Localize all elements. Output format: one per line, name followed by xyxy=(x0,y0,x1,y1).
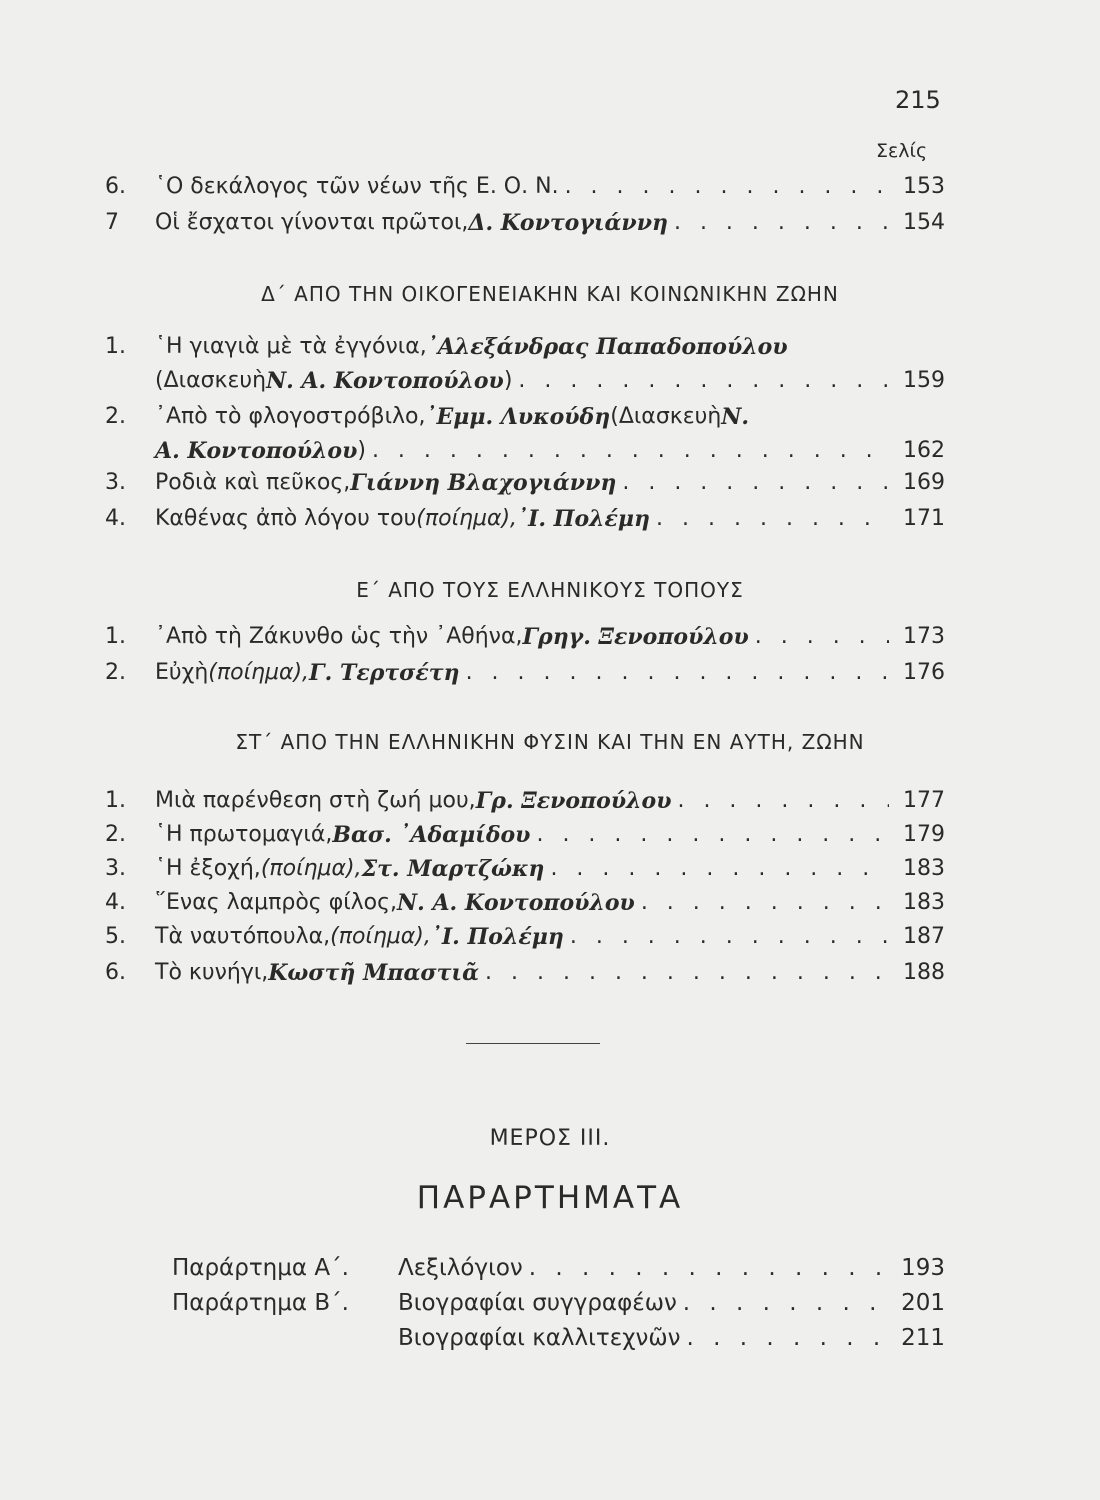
entry-author: Κωστῆ Μπαστιᾶ xyxy=(268,960,480,986)
appendices-title: ΠΑΡΑΡΤΗΜΑΤΑ xyxy=(416,1180,684,1216)
entry-title: Μιὰ παρένθεση στὴ ζωή μου, xyxy=(155,788,476,813)
entry-author: ᾿Ι. Πολέμη xyxy=(517,506,651,532)
toc-entry-continuation xyxy=(155,434,945,468)
entry-title: ῾Η πρωτομαγιά, xyxy=(155,822,333,847)
dot-leader xyxy=(460,656,889,690)
entry-page: 179 xyxy=(903,822,945,847)
appendix-entry xyxy=(172,1250,945,1286)
entry-page: 177 xyxy=(903,788,945,813)
entry-author: Στ. Μαρτζώκη xyxy=(361,856,545,882)
appendix-label: Παράρτημα Β΄. xyxy=(172,1290,349,1316)
dot-leader xyxy=(523,1250,889,1286)
entry-title: ῾Ο δεκάλογος τῶν νέων τῆς Ε. Ο. Ν. xyxy=(155,174,559,199)
entry-title: Οἱ ἔσχατοι γίνονται πρῶτοι, xyxy=(155,210,469,235)
dot-leader xyxy=(559,170,889,204)
entry-number: 1. xyxy=(105,624,126,649)
appendix-entry xyxy=(172,1320,945,1356)
toc-entry xyxy=(105,818,945,852)
entry-number: 4. xyxy=(105,506,126,531)
toc-entry xyxy=(105,784,945,818)
entry-number: 6. xyxy=(105,174,126,199)
toc-entry xyxy=(105,400,945,434)
section-heading: Ε΄ ΑΠΟ ΤΟΥΣ ΕΛΛΗΝΙΚΟΥΣ ΤΟΠΟΥΣ xyxy=(356,578,744,602)
dot-leader xyxy=(366,434,889,468)
entry-genre: (ποίημα), xyxy=(208,660,310,685)
toc-entry xyxy=(105,466,945,500)
appendix-page: 193 xyxy=(901,1255,945,1281)
toc-entry xyxy=(105,852,945,886)
entry-page: 187 xyxy=(903,924,945,949)
entry-number: 2. xyxy=(105,822,126,847)
entry-title: Τὸ κυνήγι, xyxy=(155,960,269,985)
entry-number: 4. xyxy=(105,890,126,915)
entry-title: ῾Η γιαγιὰ μὲ τὰ ἐγγόνια, xyxy=(155,334,427,359)
entry-title: ῾Η ἐξοχή, xyxy=(155,856,261,881)
entry-note-close: ) xyxy=(357,438,366,463)
entry-page: 173 xyxy=(903,624,945,649)
entry-title: Καθένας ἀπὸ λόγου του xyxy=(155,506,417,531)
toc-entry xyxy=(105,206,945,240)
entry-page: 171 xyxy=(903,506,945,531)
dot-leader xyxy=(671,784,889,818)
entry-note: (Διασκευὴ xyxy=(155,368,267,393)
page-column-label: Σελίς xyxy=(876,140,928,162)
entry-author: ᾿Αλεξάνδρας Παπαδοπούλου xyxy=(426,334,788,360)
appendix-page: 211 xyxy=(901,1325,945,1351)
entry-adapter: Ν. Α. Κοντοπούλου xyxy=(266,368,504,394)
entry-page: 183 xyxy=(903,856,945,881)
entry-page: 159 xyxy=(903,368,945,393)
entry-title: ῞Ενας λαμπρὸς φίλος, xyxy=(155,890,398,915)
entry-number: 1. xyxy=(105,334,126,359)
entry-number: 3. xyxy=(105,856,126,881)
toc-entry xyxy=(105,170,945,204)
dot-leader xyxy=(512,364,889,398)
appendix-title: Λεξιλόγιον xyxy=(398,1255,523,1281)
entry-author: Ν. Α. Κοντοπούλου xyxy=(397,890,635,916)
entry-title: Εὐχὴ xyxy=(155,660,209,685)
dot-leader xyxy=(680,1320,889,1356)
toc-entry xyxy=(105,920,945,954)
entry-adapter: Ν. xyxy=(721,404,750,430)
dot-leader xyxy=(677,1285,889,1321)
entry-page: 169 xyxy=(903,470,945,495)
appendix-title: Βιογραφίαι συγγραφέων xyxy=(398,1290,677,1316)
dot-leader xyxy=(530,818,889,852)
entry-number: 2. xyxy=(105,404,126,429)
entry-number: 3. xyxy=(105,470,126,495)
entry-title: Ροδιὰ καὶ πεῦκος, xyxy=(155,470,351,495)
toc-entry xyxy=(105,620,945,654)
entry-author: Γρηγ. Ξενοπούλου xyxy=(522,624,749,650)
entry-author: Βασ. ᾿Αδαμίδου xyxy=(332,822,531,848)
dot-leader xyxy=(749,620,889,654)
entry-page: 153 xyxy=(903,174,945,199)
entry-page: 188 xyxy=(903,960,945,985)
section-heading: Δ΄ ΑΠΟ ΤΗΝ ΟΙΚΟΓΕΝΕΙΑΚΗΝ ΚΑΙ ΚΟΙΝΩΝΙΚΗΝ ΖΩΗΝ xyxy=(261,282,839,306)
appendix-title: Βιογραφίαι καλλιτεχνῶν xyxy=(398,1325,681,1351)
dot-leader xyxy=(564,920,889,954)
entry-author: Γρ. Ξενοπούλου xyxy=(475,788,672,814)
entry-page: 154 xyxy=(903,210,945,235)
dot-leader xyxy=(616,466,889,500)
entry-genre: (ποίημα), xyxy=(330,924,431,949)
part-title: ΜΕΡΟΣ ΙΙΙ. xyxy=(489,1126,611,1151)
dot-leader xyxy=(635,886,889,920)
entry-number: 6. xyxy=(105,960,126,985)
toc-entry-continuation xyxy=(155,364,945,398)
dot-leader xyxy=(544,852,889,886)
entry-author: Γιάννη Βλαχογιάννη xyxy=(350,470,617,496)
entry-page: 176 xyxy=(903,660,945,685)
toc-entry xyxy=(105,330,945,364)
entry-number: 2. xyxy=(105,660,126,685)
toc-entry xyxy=(105,956,945,990)
appendix-label: Παράρτημα Α΄. xyxy=(172,1255,349,1281)
dot-leader xyxy=(650,502,889,536)
page-number: 215 xyxy=(895,86,941,114)
dot-leader xyxy=(479,956,889,990)
divider-rule xyxy=(466,1043,600,1044)
entry-number: 1. xyxy=(105,788,126,813)
dot-leader xyxy=(668,206,889,240)
entry-number: 5. xyxy=(105,924,126,949)
entry-title: Τὰ ναυτόπουλα, xyxy=(155,924,331,949)
toc-entry xyxy=(105,886,945,920)
entry-note-close: ) xyxy=(503,368,513,393)
entry-author: Δ. Κοντογιάννη xyxy=(468,210,668,236)
entry-number: 7 xyxy=(105,210,119,235)
entry-note: (Διασκευὴ xyxy=(610,404,722,429)
entry-genre: (ποίημα), xyxy=(260,856,362,881)
appendix-entry xyxy=(172,1285,945,1321)
entry-title: ᾿Απὸ τὴ Ζάκυνθο ὡς τὴν ᾿Αθήνα, xyxy=(155,624,523,649)
toc-entry xyxy=(105,656,945,690)
section-heading: ΣΤ΄ ΑΠΟ ΤΗΝ ΕΛΛΗΝΙΚΗΝ ΦΥΣΙΝ ΚΑΙ ΤΗΝ ΕΝ ΑΥΤΗ, ΖΩΗΝ xyxy=(235,730,865,754)
entry-adapter: Α. Κοντοπούλου xyxy=(155,438,358,464)
entry-author: ᾿Εμμ. Λυκούδη xyxy=(425,404,611,430)
entry-page: 162 xyxy=(903,438,945,463)
appendix-page: 201 xyxy=(901,1290,945,1316)
toc-entry xyxy=(105,502,945,536)
entry-genre: (ποίημα), xyxy=(416,506,518,531)
entry-page: 183 xyxy=(903,890,945,915)
entry-author: Γ. Τερτσέτη xyxy=(309,660,460,686)
entry-author: ᾿Ι. Πολέμη xyxy=(430,924,564,950)
entry-title: ᾿Απὸ τὸ φλογοστρόβιλο, xyxy=(155,404,426,429)
